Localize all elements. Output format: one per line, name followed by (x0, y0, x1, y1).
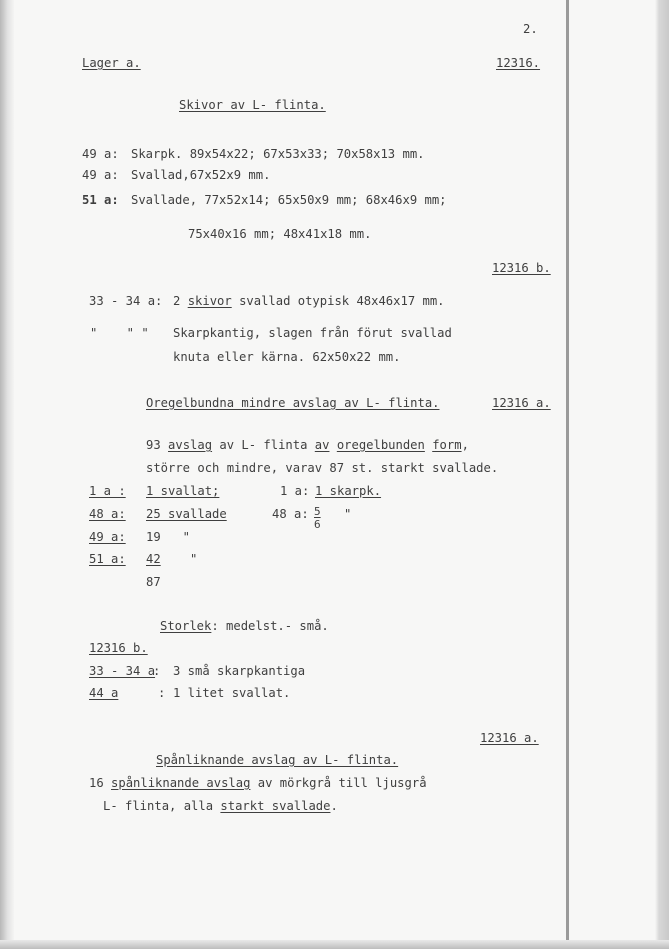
storlek-line (160, 619, 329, 633)
paragraph-line (146, 438, 469, 452)
text: . (330, 799, 338, 813)
row-text (173, 294, 445, 308)
row-text: Skarpkantig, slagen från förut svallad (173, 326, 452, 340)
row-code-2: 48 a: (272, 507, 309, 521)
page-number: 2. (523, 22, 538, 36)
row-colon: : (158, 686, 166, 700)
keyword-form: form (432, 438, 462, 452)
row-code: 33 - 34 a: (89, 294, 163, 308)
row-code: 33 - 34 a (89, 664, 156, 678)
row-code: 49 a: (82, 147, 119, 161)
text: 93 (146, 438, 169, 452)
keyword-av: av (314, 438, 330, 452)
row-value-2: 1 skarpk. (315, 484, 382, 498)
text: , (461, 438, 469, 452)
text: L- flinta, alla (103, 799, 221, 813)
row-text (146, 484, 219, 498)
section-title-spanliknande: Spånliknande avslag av L- flinta. (156, 753, 399, 767)
row-text: Svallad,67x52x9 mm. (131, 168, 271, 182)
row-code: 44 a (89, 686, 119, 700)
fraction-denominator: 6 (314, 518, 321, 531)
catalog-number-a: 12316 a. (492, 396, 551, 410)
catalog-number-b: 12316 b. (89, 641, 148, 655)
fraction-numerator: 5 (314, 505, 321, 518)
row-colon: : (153, 664, 161, 678)
paragraph-line: större och mindre, varav 87 st. starkt svallade. (146, 461, 499, 475)
row-code-2: 1 a: (280, 484, 310, 498)
paragraph-line (103, 799, 338, 813)
section-title-oregelbundna: Oregelbundna mindre avslag av L- flinta. (146, 396, 440, 410)
keyword-oregelbunden: oregelbunden (336, 438, 425, 452)
storlek-label: Storlek (160, 619, 212, 633)
total: 87 (146, 575, 161, 589)
row-code: 1 a : (89, 484, 126, 498)
keyword-avslag: avslag (168, 438, 213, 452)
page-left-shadow (0, 0, 14, 949)
ditto-mark: " (344, 507, 352, 521)
row-text: Svallade, 77x52x14; 65x50x9 mm; 68x46x9 mm; (131, 193, 447, 207)
row-value: 42 (146, 552, 161, 566)
catalog-number: 12316. (496, 56, 541, 70)
row-text: 3 små skarpkantiga (173, 664, 306, 678)
section-title-skivor: Skivor av L- flinta. (179, 98, 326, 112)
ditto-mark: " (190, 552, 198, 566)
text (329, 438, 336, 452)
catalog-number-text: 12316 b. (492, 261, 551, 275)
catalog-number-a: 12316 a. (480, 731, 539, 745)
description: svallad otypisk 48x46x17 mm. (239, 294, 445, 308)
row-text: 25 svallade (146, 507, 227, 521)
row-code: 49 a: (82, 168, 119, 182)
storlek-value: : medelst.- små. (211, 619, 329, 633)
keyword-spanliknande-avslag: spånliknande avslag (111, 776, 251, 790)
count: 2 (173, 294, 181, 308)
row-text-continued: 75x40x16 mm; 48x41x18 mm. (188, 227, 372, 241)
value: 1 svallat; (146, 484, 220, 498)
row-text: Skarpk. 89x54x22; 67x53x33; 70x58x13 mm. (131, 147, 425, 161)
binder-line (566, 0, 569, 949)
keyword-starkt-svallade: starkt svallade (220, 799, 331, 813)
text: av L- flinta (212, 438, 315, 452)
row-code: 49 a: (89, 530, 126, 544)
row-text: 1 litet svallat. (173, 686, 291, 700)
text: 16 (89, 776, 112, 790)
row-code: 51 a: (89, 552, 126, 566)
row-text: 19 " (146, 530, 191, 544)
paragraph-line (89, 776, 427, 790)
page-bottom-shadow (0, 940, 669, 949)
layer-label: Lager a. (82, 56, 141, 70)
keyword-skivor: skivor (187, 294, 232, 308)
row-text-continued: knuta eller kärna. 62x50x22 mm. (173, 350, 401, 364)
ditto-marks: " " " (90, 326, 149, 340)
page-right-shadow (567, 0, 669, 949)
catalog-number-b (492, 261, 551, 275)
row-code: 48 a: (89, 507, 126, 521)
row-code: 51 a: (82, 193, 119, 207)
text: av mörkgrå till ljusgrå (250, 776, 427, 790)
